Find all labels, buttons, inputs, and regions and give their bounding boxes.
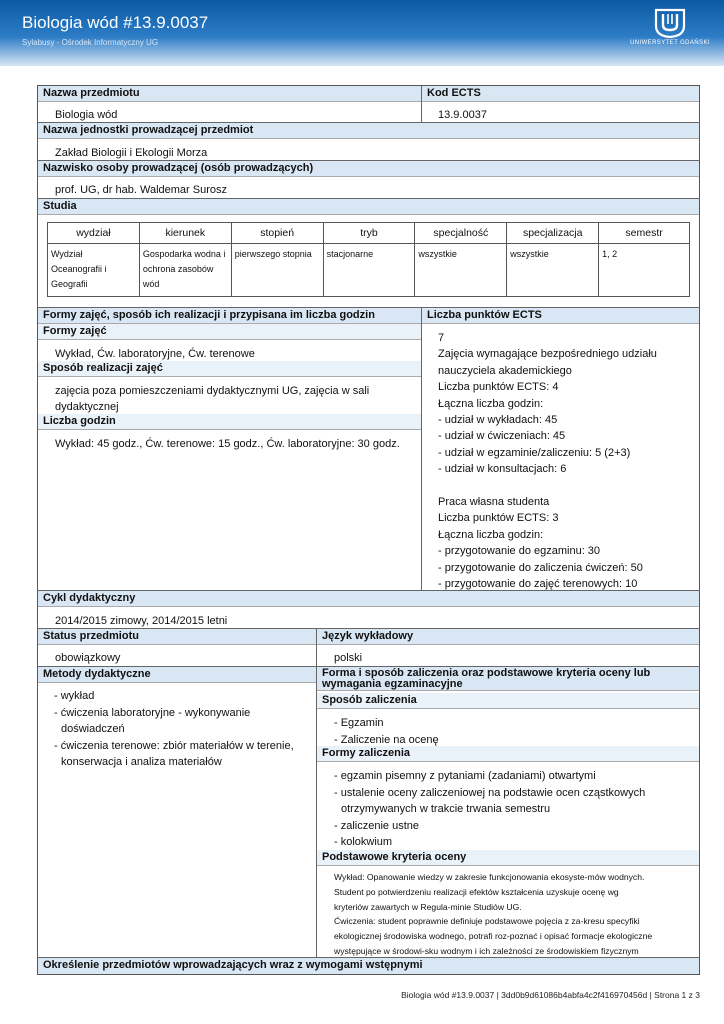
document-subtitle: Sylabusy - Ośrodek Informatyczny UG (22, 38, 159, 47)
table-cell: wszystkie (415, 244, 507, 297)
unit-value: Zakład Biologii i Ekologii Morza (55, 147, 208, 159)
status-value: obowiązkowy (55, 652, 121, 664)
assessment-header (317, 667, 699, 691)
column-header: semestr (599, 223, 690, 244)
university-logo (628, 8, 712, 46)
divider (421, 308, 422, 591)
methods-item: - ćwiczenia laboratoryjne - wykonywanie (54, 706, 251, 719)
lecturer-value: prof. UG, dr hab. Waldemar Surosz (55, 184, 227, 196)
methods-item: konserwacja i analiza materiałów (61, 756, 222, 768)
university-emblem-icon (653, 8, 687, 38)
divider (421, 86, 422, 123)
course-name: Biologia wód (55, 109, 118, 121)
assessment-method-item: - Egzamin (334, 717, 384, 729)
table-cell: stacjonarne (323, 244, 415, 297)
university-name: UNIWERSYTET GDAŃSKI (630, 40, 710, 46)
assessment-forms-header: Formy zaliczenia (317, 746, 699, 762)
criteria-line: ekologicznej środowiska wodnego, potrafi roz-poznać i opisać formacje ekologiczne (334, 931, 653, 942)
ects-line: Zajęcia wymagające bezpośredniego udziału (438, 348, 657, 361)
course-name-header: Nazwa przedmiotu (38, 86, 421, 102)
table-cell: pierwszego stopnia (231, 244, 323, 297)
column-header: specjalizacja (507, 223, 599, 244)
methods-item: - wykład (54, 690, 95, 702)
assessment-form-item: - ustalenie oceny zaliczeniowej na podstawie ocen cząstkowych (334, 786, 646, 799)
document-title: Biologia wód #13.9.0037 (22, 13, 209, 32)
status-header: Status przedmiotu (38, 629, 316, 645)
language-value: polski (334, 652, 363, 664)
realization-line: dydaktycznej (55, 401, 119, 413)
assessment-header-line: wymagania egzaminacyjne (322, 678, 463, 690)
table-cell: Wydział Oceanografii i Geografii (48, 244, 140, 297)
language-header: Język wykładowy (317, 629, 699, 645)
ects-line: - udział w ćwiczeniach: 45 (438, 430, 566, 443)
realization-line: zajęcia poza pomieszczeniami dydaktycznymi UG, zajęcia w sali (55, 385, 370, 397)
assessment-method-item: - Zaliczenie na ocenę (334, 733, 439, 746)
methods-header: Metody dydaktyczne (38, 667, 316, 683)
forms-value: Wykład, Ćw. laboratoryjne, Ćw. terenowe (55, 348, 255, 360)
ects-line: Łączna liczba godzin: (438, 528, 544, 541)
ects-code-header: Kod ECTS (422, 86, 699, 102)
ects-line: - przygotowanie do zajęć terenowych: 10 (438, 578, 638, 590)
page-footer: Biologia wód #13.9.0037 | 3dd0b9d61086b4abfa4c2f416970456d | Strona 1 z 3 (401, 990, 700, 1000)
ects-line: Praca własna studenta (438, 496, 550, 508)
ects-line: - udział w konsultacjach: 6 (438, 463, 567, 476)
ects-points-header: Liczba punktów ECTS (422, 308, 699, 324)
ects-line: nauczyciela akademickiego (438, 364, 572, 377)
studia-header: Studia (38, 199, 699, 215)
header-banner (0, 0, 724, 66)
table-cell: 1, 2 (599, 244, 690, 297)
assessment-method-header: Sposób zaliczenia (317, 693, 699, 709)
ects-line: - udział w egzaminie/zaliczeniu: 5 (2+3) (438, 446, 631, 459)
unit-header: Nazwa jednostki prowadzącej przedmiot (38, 123, 699, 139)
ects-line: - przygotowanie do egzaminu: 30 (438, 545, 601, 558)
column-header: kierunek (139, 223, 231, 244)
criteria-line: Wykład: Opanowanie wiedzy w zakresie funkcjonowania ekosyste-mów wodnych. (334, 872, 645, 882)
assessment-header-line: Forma i sposób zaliczenia oraz podstawowe kryteria oceny lub (322, 667, 651, 679)
ects-line: Liczba punktów ECTS: 3 (438, 512, 559, 525)
assessment-form-item: - kolokwium (334, 836, 393, 848)
hours-header: Liczba godzin (38, 414, 421, 430)
ects-line: - przygotowanie do zaliczenia ćwiczeń: 50 (438, 561, 643, 574)
column-header: tryb (323, 223, 415, 244)
ects-line: Liczba punktów ECTS: 4 (438, 381, 559, 394)
cycle-header: Cykl dydaktyczny (38, 591, 699, 607)
assessment-form-item: otrzymywanych w trakcie trwania semestru (341, 803, 551, 815)
criteria-line: Ćwiczenia: student poprawnie definiuje podstawowe pojęcia z za-kresu specyfiki (334, 916, 640, 927)
column-header: wydział (48, 223, 140, 244)
hours-value: Wykład: 45 godz., Ćw. terenowe: 15 godz., Ćw. laboratoryjne: 30 godz. (55, 438, 400, 450)
column-header: stopień (231, 223, 323, 244)
ects-code: 13.9.0037 (438, 109, 487, 121)
criteria-line: występujące w środowi-sku wodnym i ich zależności ze środowiskiem fizycznym (334, 946, 639, 956)
ects-line: - udział w wykładach: 45 (438, 414, 558, 426)
lecturer-header: Nazwisko osoby prowadzącej (osób prowadzących) (38, 161, 699, 177)
realization-header: Sposób realizacji zajęć (38, 361, 421, 377)
prerequisites-header: Określenie przedmiotów wprowadzających wraz z wymogami wstępnymi (38, 958, 699, 974)
criteria-line: kryteriów zawartych w Regula-minie Studiów UG. (334, 901, 522, 912)
cycle-value: 2014/2015 zimowy, 2014/2015 letni (55, 615, 228, 627)
ects-line: 7 (438, 332, 445, 344)
criteria-header: Podstawowe kryteria oceny (317, 850, 699, 866)
criteria-line: Student po potwierdzeniu realizacji efektów kształcenia uzyskuje ocenę wg (334, 886, 619, 897)
table-cell: Gospodarka wodna i ochrona zasobów wód (139, 244, 231, 297)
studia-table (47, 222, 690, 297)
assessment-form-item: - zaliczenie ustne (334, 819, 419, 832)
table-cell: wszystkie (507, 244, 599, 297)
assessment-form-item: - egzamin pisemny z pytaniami (zadaniami) otwartymi (334, 770, 596, 782)
forms-section-header: Formy zajęć, sposób ich realizacji i przypisana im liczba godzin (38, 308, 421, 324)
methods-item: - ćwiczenia terenowe: zbiór materiałów w terenie, (54, 739, 294, 752)
ects-line: Łączna liczba godzin: (438, 397, 544, 410)
forms-header: Formy zajęć (38, 324, 421, 340)
column-header: specjalność (415, 223, 507, 244)
methods-item: doświadczeń (61, 723, 125, 735)
